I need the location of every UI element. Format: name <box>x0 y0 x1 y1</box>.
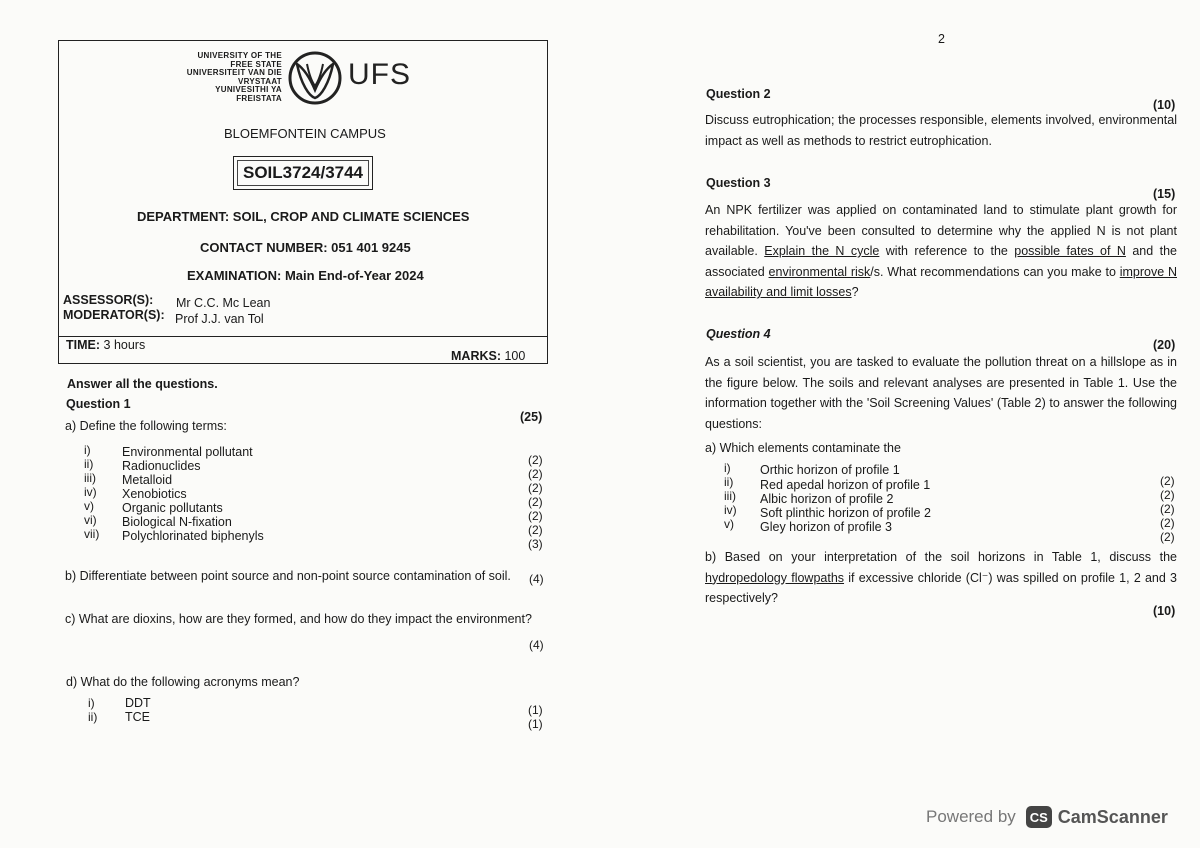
university-line: UNIVERSITY OF THE <box>197 51 282 60</box>
time-value: 3 hours <box>103 338 146 352</box>
university-name-block <box>170 52 282 103</box>
item-mark: (3) <box>528 537 543 551</box>
time-label: TIME: <box>66 338 101 352</box>
assessor-name: Mr C.C. Mc Lean <box>176 296 271 310</box>
question-4-text: As a soil scientist, you are tasked to evaluate the pollution threat on a hillslope as in the figure below. The soils and relevant analyses are presented in Table 1. Use the information together with the 'Soil Screening Values' (Table 2) to answer the following questions: <box>705 355 1177 431</box>
item-text: Biological N-fixation <box>122 515 232 529</box>
item-text: DDT <box>125 696 151 710</box>
item-text: Orthic horizon of profile 1 <box>760 463 900 477</box>
item-number: iv) <box>84 485 97 499</box>
item-text: TCE <box>125 710 150 724</box>
item-number: i) <box>84 443 91 457</box>
question-2-marks: (10) <box>1153 98 1176 112</box>
instruction: Answer all the questions. <box>67 377 218 391</box>
question-1a-text: a) Define the following terms: <box>65 419 227 433</box>
module-code: SOIL3724/3744 <box>237 160 369 186</box>
question-4a-text: a) Which elements contaminate the <box>705 441 901 455</box>
marks-value: 100 <box>504 349 526 363</box>
item-mark: (2) <box>528 481 543 495</box>
item-number: ii) <box>724 475 734 489</box>
underlined-phrase: improve N availability and limit losses <box>705 264 1177 299</box>
question-3-part: An NPK fertilizer was applied on contaminated land to stimulate plant growth for rehabilitation. You've been consulted to determine why the applied N is not plant available. <box>705 203 1177 258</box>
item-text: Polychlorinated biphenyls <box>122 529 264 543</box>
item-number: i) <box>724 461 731 475</box>
item-mark: (2) <box>1160 474 1175 488</box>
marks-label: MARKS: <box>451 349 501 363</box>
page-number: 2 <box>938 32 945 46</box>
module-code-box <box>233 156 373 190</box>
question-1c-text: c) What are dioxins, how are they formed, and how do they impact the environment? <box>65 612 532 626</box>
item-text: Albic horizon of profile 2 <box>760 492 894 506</box>
item-number: iii) <box>84 471 96 485</box>
item-text: Gley horizon of profile 3 <box>760 520 893 534</box>
question-3-title: Question 3 <box>706 176 771 190</box>
question-1-title: Question 1 <box>66 397 131 411</box>
header-divider <box>58 336 548 337</box>
item-mark: (2) <box>528 453 543 467</box>
question-2-text: Discuss eutrophication; the processes responsible, elements involved, environmental impact as well as methods to restrict eutrophication. <box>705 113 1177 148</box>
item-mark: (1) <box>528 717 543 731</box>
question-3-part: and the associated <box>705 244 1177 279</box>
item-mark: (2) <box>1160 516 1175 530</box>
item-number: ii) <box>88 710 98 724</box>
question-3-text <box>705 200 1177 303</box>
item-text: Red apedal horizon of profile 1 <box>760 478 931 492</box>
university-line: YUNIVESITHI YA <box>215 85 282 94</box>
question-3-part: /s. What recommendations can you make to <box>870 264 1120 279</box>
university-line: FREE STATE <box>230 59 282 69</box>
powered-by-text: Powered by <box>926 807 1016 826</box>
item-text: Environmental pollutant <box>122 445 253 459</box>
examination: EXAMINATION: Main End-of-Year 2024 <box>187 268 424 283</box>
underlined-phrase: environmental risk <box>768 264 871 279</box>
question-1d-text: d) What do the following acronyms mean? <box>66 675 300 689</box>
ufs-logo-icon <box>287 50 343 106</box>
item-text: Metalloid <box>122 473 173 487</box>
question-3-marks: (15) <box>1153 187 1176 201</box>
question-1b-mark: (4) <box>529 572 544 586</box>
underlined-phrase: Explain the N cycle <box>764 244 880 258</box>
university-line: FREISTATA <box>236 93 282 103</box>
item-text: Xenobiotics <box>122 487 187 501</box>
underlined-phrase: hydropedology flowpaths <box>705 570 845 585</box>
question-3-part: ? <box>851 285 859 299</box>
item-number: i) <box>88 696 95 710</box>
question-4b-text <box>705 547 1177 609</box>
camscanner-name: CamScanner <box>1057 806 1168 827</box>
item-number: iii) <box>724 489 736 503</box>
assessor-label: ASSESSOR(S): <box>63 293 154 307</box>
item-number: vii) <box>84 527 100 541</box>
camscanner-watermark <box>926 804 1168 830</box>
underlined-phrase: possible fates of N <box>1014 244 1126 258</box>
moderator-label: MODERATOR(S): <box>63 308 165 322</box>
item-mark: (2) <box>528 509 543 523</box>
total-marks <box>451 349 525 363</box>
university-line: VRYSTAAT <box>237 76 282 86</box>
item-text: Soft plinthic horizon of profile 2 <box>760 506 931 520</box>
question-2-title: Question 2 <box>706 87 771 101</box>
department: DEPARTMENT: SOIL, CROP AND CLIMATE SCIENCES <box>137 209 470 224</box>
item-number: vi) <box>84 513 97 527</box>
question-4b-part: if excessive chloride (Cl⁻) was spilled on profile 1, 2 and 3 respectively? <box>705 570 1177 605</box>
question-4-title: Question 4 <box>706 327 771 341</box>
question-4-marks: (20) <box>1153 338 1176 352</box>
item-mark: (2) <box>1160 502 1175 516</box>
item-mark: (2) <box>1160 530 1175 544</box>
item-mark: (2) <box>528 523 543 537</box>
question-1b-text: b) Differentiate between point source and non-point source contamination of soil. <box>65 569 511 583</box>
item-text: Radionuclides <box>122 459 201 473</box>
item-mark: (2) <box>528 467 543 481</box>
ufs-logo-text: UFS <box>348 58 411 91</box>
question-1-marks: (25) <box>520 410 543 424</box>
item-mark: (1) <box>528 703 543 717</box>
item-mark: (2) <box>528 495 543 509</box>
time-allowed <box>66 338 145 352</box>
item-text: Organic pollutants <box>122 501 223 515</box>
question-4b-mark: (10) <box>1153 604 1176 618</box>
item-number: v) <box>724 517 734 531</box>
contact-number: CONTACT NUMBER: 051 401 9245 <box>200 240 411 255</box>
university-line: UNIVERSITEIT VAN DIE <box>186 68 282 77</box>
camscanner-logo-icon: CS <box>1026 806 1052 828</box>
question-1c-mark: (4) <box>529 638 544 652</box>
campus-name: BLOEMFONTEIN CAMPUS <box>224 126 386 141</box>
item-number: v) <box>84 499 94 513</box>
question-3-part: with reference to the <box>879 244 1015 258</box>
moderator-name: Prof J.J. van Tol <box>175 312 264 326</box>
item-number: iv) <box>724 503 737 517</box>
item-number: ii) <box>84 457 94 471</box>
question-4b-part: b) Based on your interpretation of the soil horizons in Table 1, discuss the <box>705 550 1177 564</box>
item-mark: (2) <box>1160 488 1175 502</box>
